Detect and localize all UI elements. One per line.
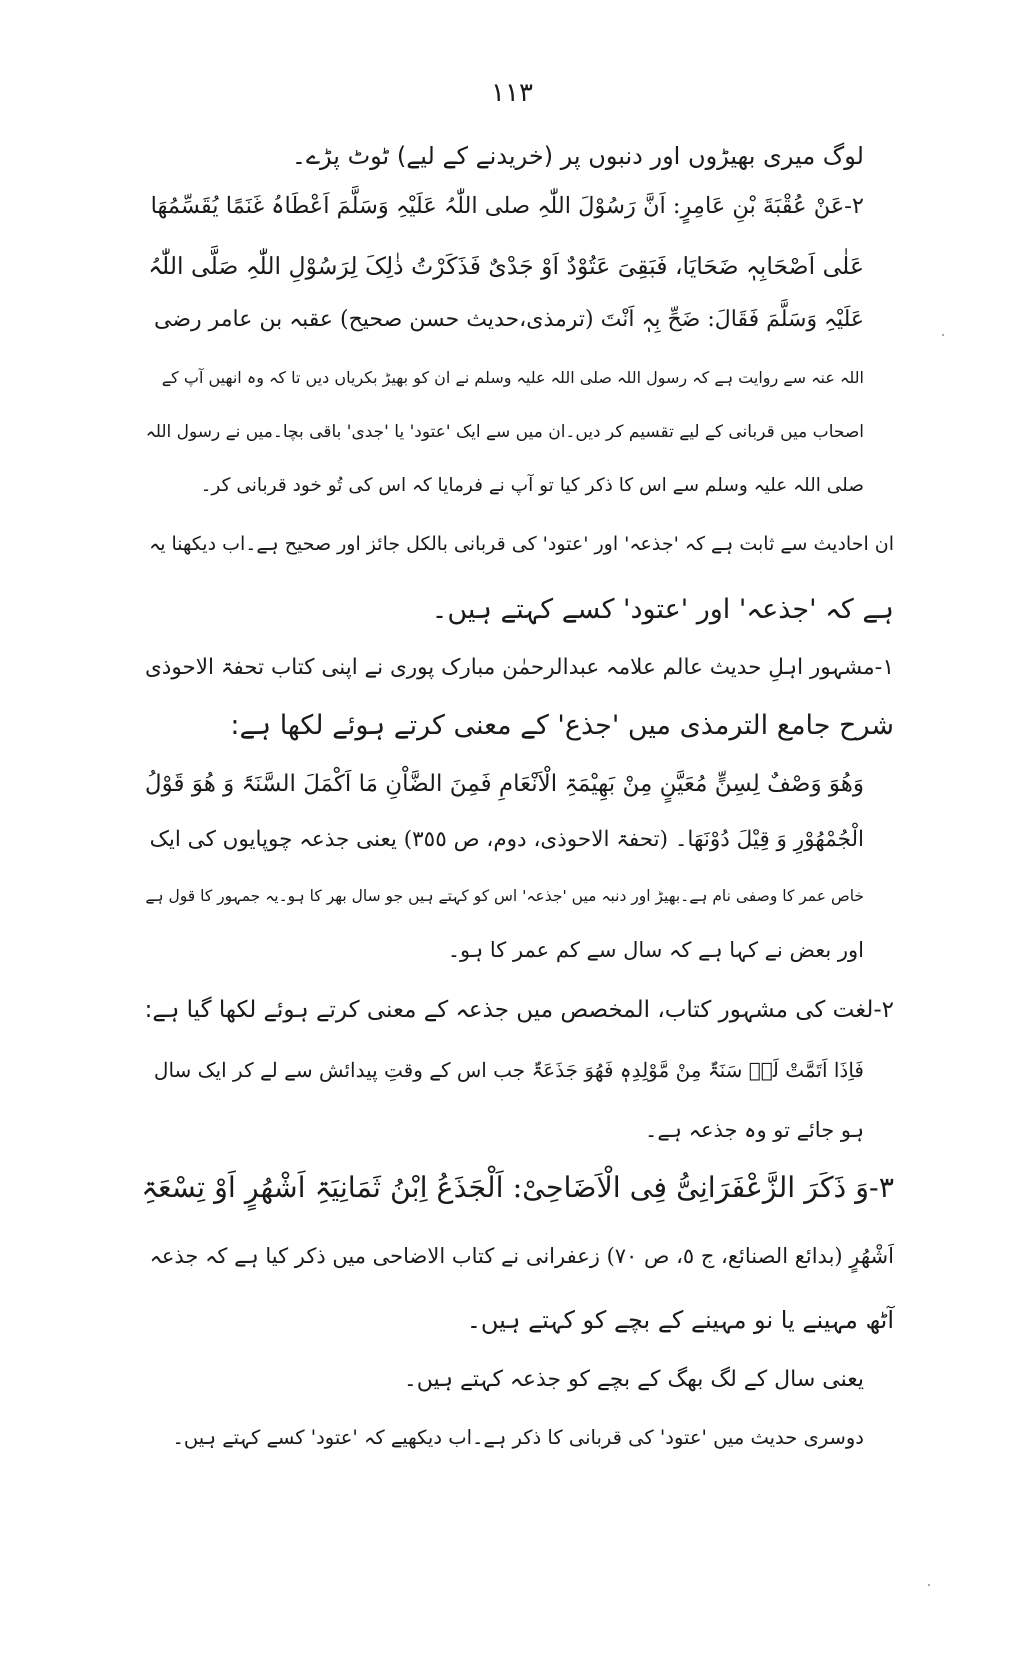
text-line: ١-مشہور اہلِ حدیث عالم علامہ عبدالرحمٰن مبارک پوری نے اپنی کتاب تحفۃ الاحوذی [144,655,894,680]
text-line: اور بعض نے کہا ہے کہ سال سے کم عمر کا ہو۔ [447,938,864,962]
text-line: ان احادیث سے ثابت ہے کہ 'جذعہ' اور 'عتود' کی قربانی بالکل جائز اور صحیح ہے۔اب دیکھنا یہ [149,533,894,555]
text-line: ٢-لغت کی مشہور کتاب، المخصص میں جذعہ کے معنی کرتے ہوئے لکھا گیا ہے: [144,997,894,1023]
text-line: فَاِذَا اَتَمَّتْ لَہٗ سَنَۃٌ مِنْ مَّوْلِدِہٖ فَھُوَ جَذَعَۃٌ جب اس کے وقتِ پیدائش سے لے کر ایک سال [153,1058,864,1082]
text-line: وَھُوَ وَصْفٌ لِسِنٍّ مُعَیَّنٍ مِنْ بَھِیْمَۃِ الْاَنْعَامِ فَمِنَ الضَّاْنِ مَا اَکْمَلَ السَّنَۃَ وَ ھُوَ قَوْلُ [144,771,864,797]
text-line: صلی اللہ علیہ وسلم سے اس کا ذکر کیا تو آپ نے فرمایا کہ اس کی تُو خود قربانی کر۔ [200,475,864,496]
text-line: عَلَیْہِ وَسَلَّمَ فَقَالَ: ضَحِّ بِہٖ اَنْتَ (ترمذی،حدیث حسن صحیح) عقبہ بن عامر رضی [153,307,864,332]
text-line: شرح جامع الترمذی میں 'جذع' کے معنی کرتے ہوئے لکھا ہے: [230,710,894,741]
page-number: ١١٣ [491,78,533,108]
text-line: اَشْھُرٍ (بدائع الصنائع، ج ٥، ص ٧٠) زعفرانی نے کتاب الاضاحی میں ذکر کیا ہے کہ جذعہ [149,1244,894,1268]
text-line: آٹھ مہینے یا نو مہینے کے بچے کو کہتے ہیں۔ [466,1306,894,1334]
text-line: لوگ میری بھیڑوں اور دنبوں پر (خریدنے کے لیے) ٹوٹ پڑے۔ [291,142,864,170]
text-line: ٣-وَ ذَکَرَ الزَّعْفَرَانِیُّ فِی الْاَضَاحِیْ: اَلْجَذَعُ اِبْنُ ثَمَانِیَۃِ اَشْھُرٍ اَوْ تِسْعَۃِ [141,1171,894,1204]
text-line: اللہ عنہ سے روایت ہے کہ رسول اللہ صلی اللہ علیہ وسلم نے ان کو بھیڑ بکریاں دیں تا کہ وہ انھیں آپ کے [161,368,864,387]
text-line: ہے کہ 'جذعہ' اور 'عتود' کسے کہتے ہیں۔ [431,594,894,625]
text-line: ہو جائے تو وہ جذعہ ہے۔ [645,1118,864,1142]
scan-speck [928,1584,930,1586]
text-line: خاص عمر کا وصفی نام ہے۔بھیڑ اور دنبہ میں 'جذعہ' اس کو کہتے ہیں جو سال بھر کا ہو۔یہ جمہور کا قول ہے [145,887,864,905]
text-line: عَلٰی اَصْحَابِہٖ ضَحَایَا، فَبَقِیَ عَتُوْدٌ اَوْ جَدْیٌ فَذَکَرْتُ ذٰلِکَ لِرَسُوْلِ اللّٰہِ صَلَّی اللّٰہُ [148,252,864,280]
text-line: دوسری حدیث میں 'عتود' کی قربانی کا ذکر ہے۔اب دیکھیے کہ 'عتود' کسے کہتے ہیں۔ [172,1426,864,1449]
text-line: الْجُمْھُوْرِ وَ قِیْلَ دُوْنَھَا۔ (تحفۃ الاحوذی، دوم، ص ٣٥٥) یعنی جذعہ چوپایوں کی ایک [149,827,864,852]
text-line: یعنی سال کے لگ بھگ کے بچے کو جذعہ کہتے ہیں۔ [403,1367,864,1392]
text-line: اصحاب میں قربانی کے لیے تقسیم کر دیں۔ان میں سے ایک 'عتود' یا 'جدی' باقی بچا۔میں نے رسول اللہ [145,422,864,442]
scan-speck [942,334,944,336]
text-line: ٢-عَنْ عُقْبَةَ بْنِ عَامِرٍ: اَنَّ رَسُوْلَ اللّٰہِ صلی اللّٰہُ عَلَیْہِ وَسَلَّمَ اَعْطَاہُ غَنَمًا یُقَسِّمُھَا [150,193,864,219]
